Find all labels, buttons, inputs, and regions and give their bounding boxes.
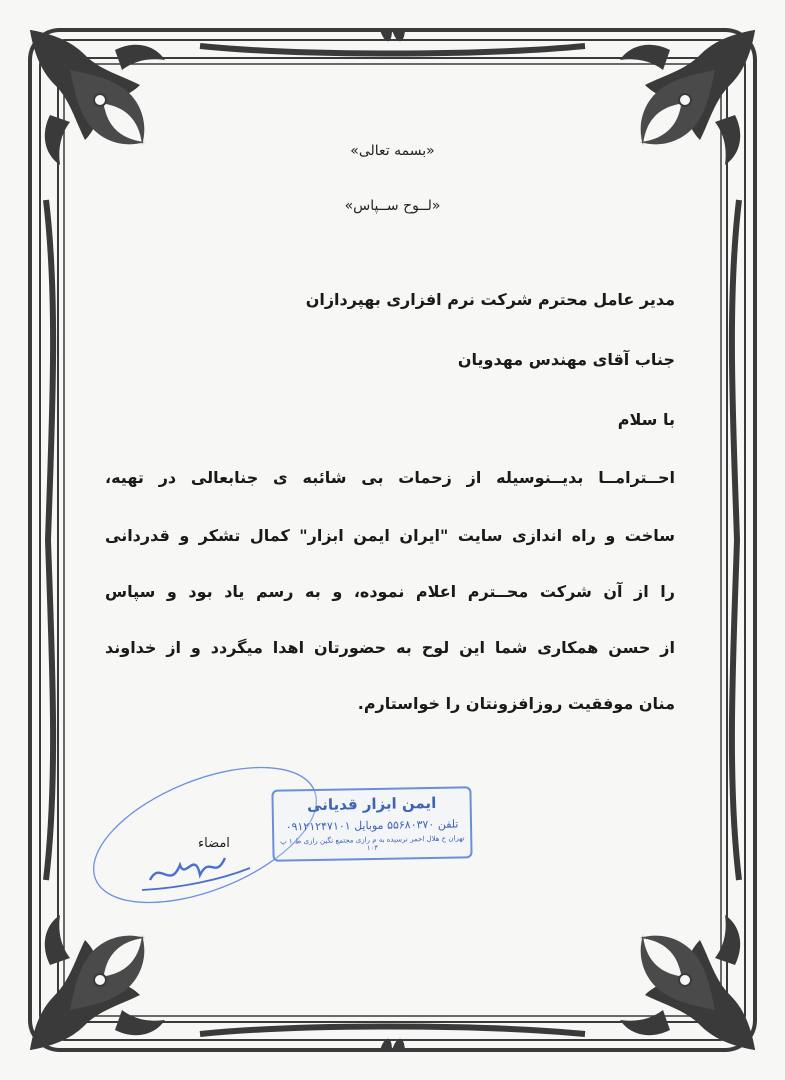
body-line: را از آن شرکت محــترم اعلام نموده، و به رسم یاد بود و سپاس — [105, 582, 675, 601]
company-stamp — [271, 786, 472, 861]
greeting: با سلام — [617, 410, 675, 429]
certificate-title: «لــوح ســپاس» — [344, 198, 441, 214]
body-line: منان موفقیت روزافزونتان را خواستارم. — [357, 694, 675, 713]
body-line: از حسن همکاری شما این لوح به حضورتان اهدا میگردد و از خداوند — [105, 638, 675, 657]
addressee-line-2: جناب آقای مهندس مهدویان — [457, 350, 675, 369]
stamp-address: تهران خ هلال احمر نرسیده به م رازی مجتمع نگین رازی ط ۱ پ ۱۰۴ — [279, 834, 465, 853]
header-basmala: «بسمه تعالی» — [350, 143, 435, 159]
stamp-phones: تلفن ۵۵۶۸۰۳۷۰ موبایل ۰۹۱۲۱۲۴۷۱۰۱ — [285, 817, 459, 834]
addressee-line-1: مدیر عامل محترم شرکت نرم افزاری بهپردازان — [305, 290, 675, 309]
body-line: احــترامــا بدیــنوسیله از زحمات بی شائبه ی جنابعالی در تهیه، — [105, 468, 675, 487]
signature-label: امضاء — [198, 836, 230, 851]
body-line: ساخت و راه اندازی سایت "ایران ایمن ابزار" کمال تشکر و قدردانی — [105, 526, 675, 545]
stamp-company-name: ایمن ابزار قدیانی — [306, 793, 437, 815]
